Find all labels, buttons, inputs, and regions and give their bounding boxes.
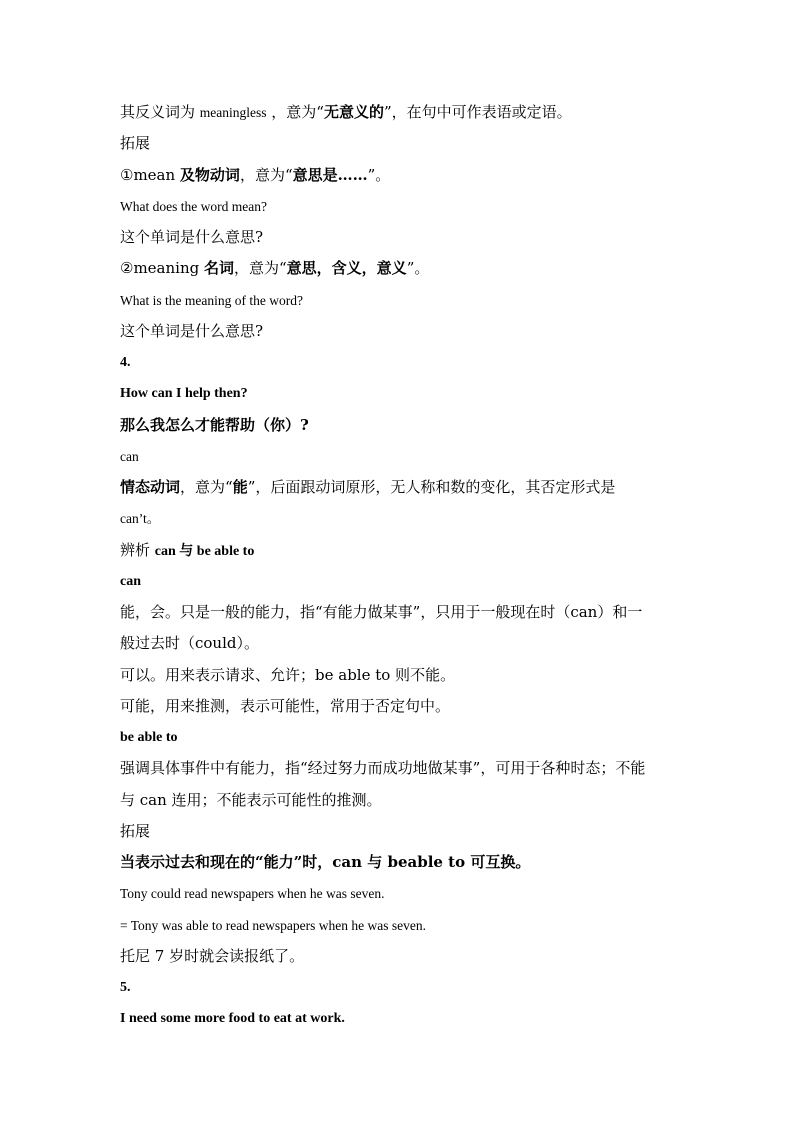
paragraph-line: 能，会。只是一般的能力，指“有能力做某事”，只用于一般现在时（can）和一 [120, 603, 643, 621]
text-run: 辨析 [120, 540, 155, 559]
example-translation: 这个单词是什么意思? [120, 228, 264, 246]
extension-heading: 拓展 [120, 821, 151, 840]
text-run: ”。 [406, 259, 430, 278]
example-translation: 这个单词是什么意思? [120, 321, 264, 340]
key-sentence-translation: 那么我怎么才能帮助（你）? [120, 415, 309, 434]
example-translation: 托尼 7 岁时就会读报纸了。 [120, 946, 305, 965]
text-run: ，意为“ [266, 103, 324, 121]
mean-definition [120, 160, 680, 191]
example-sentence: Tony could read newspapers when he was seven. [120, 886, 385, 902]
comparison-heading [120, 535, 680, 566]
paragraph-line: 强调具体事件中有能力，指“经过努力而成功地做某事”，可用于各种时态；不能 [120, 759, 646, 778]
example-sentence: What is the meaning of the word? [120, 292, 303, 308]
text-run: ①mean [120, 165, 180, 184]
document-body [120, 97, 680, 1035]
text-run: ”，后面跟动词原形，无人称和数的变化，其否定形式是 [247, 478, 616, 496]
paragraph-line: 与 can 连用；不能表示可能性的推测。 [120, 790, 382, 809]
bold-run: 名词 [203, 259, 234, 278]
term-heading: can [120, 448, 139, 464]
text-run: meaningless [199, 105, 267, 120]
paragraph-line: 可能，用来推测，表示可能性，常用于否定句中。 [120, 696, 451, 715]
key-sentence: How can I help then? [120, 386, 248, 402]
bold-run: 能 [232, 478, 248, 496]
bold-run: 情态动词 [120, 478, 181, 496]
bold-run: can 与 be able to [154, 543, 255, 559]
subheading-be-able-to: be able to [120, 730, 178, 745]
example-sentence: = Tony was able to read newspapers when he was seven. [120, 917, 426, 933]
definition-continuation: can’t。 [120, 511, 161, 527]
text-run: ”。 [367, 165, 391, 184]
example-sentence: What does the word mean? [120, 198, 267, 214]
modal-verb-definition [120, 472, 680, 503]
bold-run: 意思是…… [292, 165, 368, 184]
bold-run: 无意义的 [323, 103, 384, 121]
key-sentence: I need some more food to eat at work. [120, 1011, 345, 1027]
antonym-line [120, 97, 680, 128]
bold-run: 意思，含义，意义 [286, 259, 407, 278]
paragraph-line: 可以。用来表示请求、允许；be able to 则不能。 [120, 665, 456, 684]
extension-heading: 拓展 [120, 134, 151, 153]
text-run: ，意为“ [234, 259, 287, 278]
text-run: 其反义词为 [120, 103, 200, 121]
rule-statement: 当表示过去和现在的“能力”时，can 与 beable to 可互换。 [120, 853, 531, 871]
text-run: ”，在句中可作表语或定语。 [383, 103, 572, 121]
text-run: ，意为“ [239, 165, 293, 184]
meaning-definition [120, 253, 680, 284]
section-number: 5. [120, 980, 131, 995]
text-run: ，意为“ [180, 478, 233, 496]
section-number: 4. [120, 355, 131, 370]
subheading-can: can [120, 573, 141, 589]
text-run: ②meaning [120, 259, 204, 278]
paragraph-line: 般过去时（could）。 [120, 634, 259, 653]
bold-run: 及物动词 [179, 165, 240, 184]
